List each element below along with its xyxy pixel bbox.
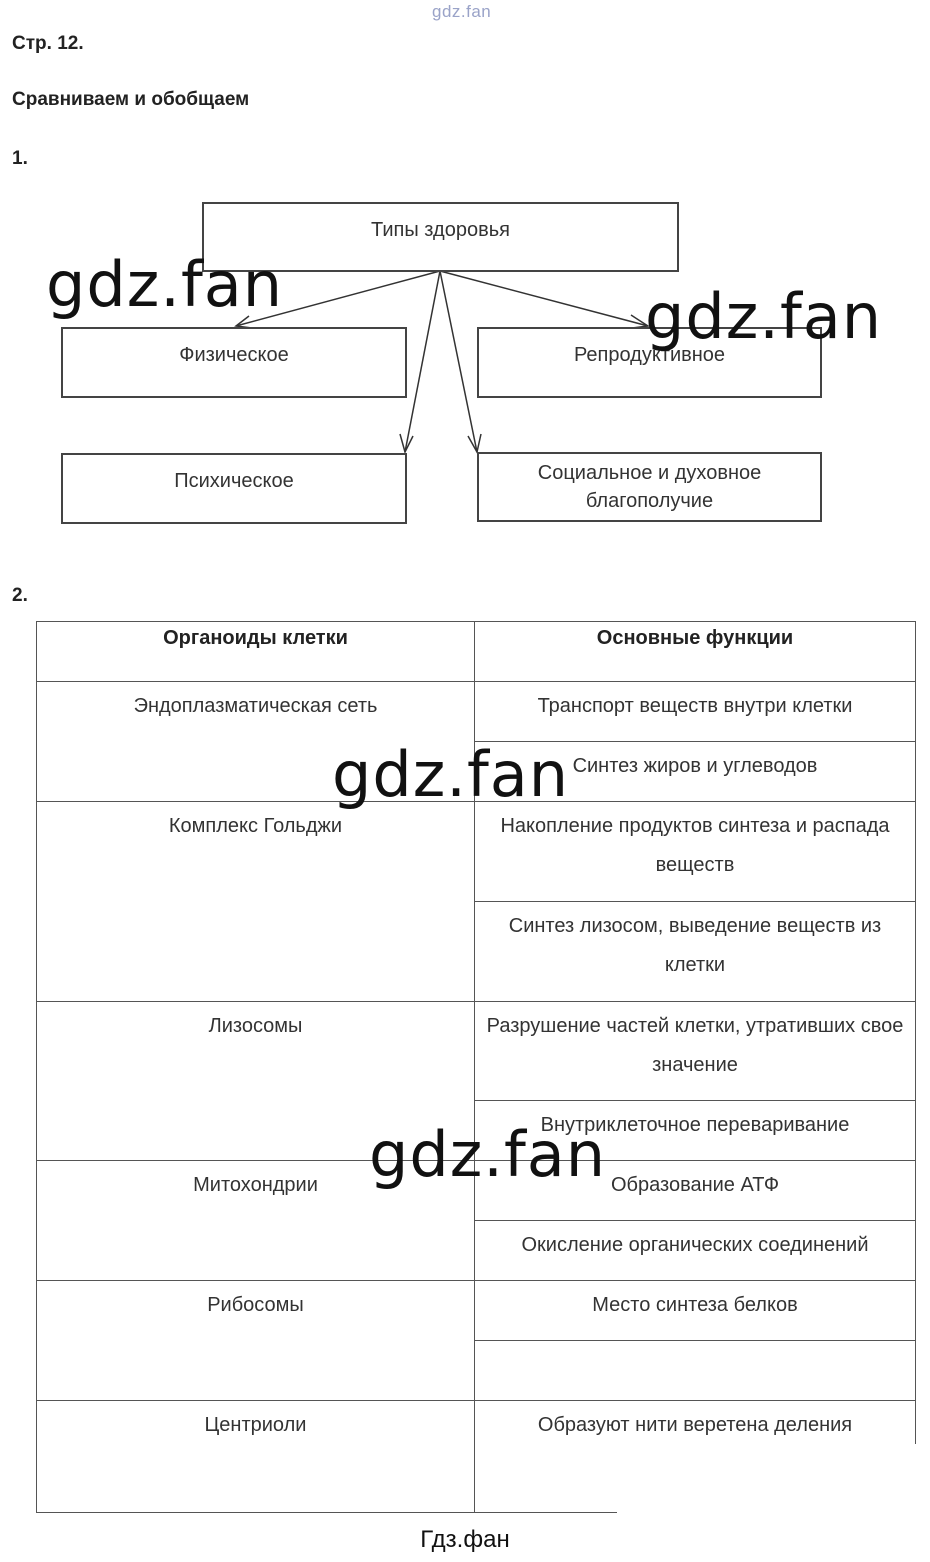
function-cell: Образуют нити веретена деления xyxy=(475,1401,916,1513)
table-header-row xyxy=(37,622,916,682)
table-row xyxy=(37,802,916,902)
function-cell: Разрушение частей клетки, утративших свое значение xyxy=(475,1002,916,1101)
diagram-box-mental: Психическое xyxy=(61,453,407,524)
page-edge-mask xyxy=(477,1444,617,1447)
section-title: Сравниваем и обобщаем xyxy=(12,89,250,110)
arrow-to-reproductive xyxy=(440,271,648,326)
function-cell: Накопление продуктов синтеза и распада веществ xyxy=(475,802,916,902)
organoid-cell: Эндоплазматическая сеть xyxy=(37,682,475,802)
table-row xyxy=(37,682,916,742)
page-label: Стр. 12. xyxy=(12,33,84,54)
table-row xyxy=(37,1002,916,1101)
watermark: gdz.fan xyxy=(332,738,570,811)
organoid-cell: Рибосомы xyxy=(37,1281,475,1401)
watermark: gdz.fan xyxy=(46,248,284,321)
diagram-root-box: Типы здоровья xyxy=(202,202,679,272)
function-cell: Синтез лизосом, выведение веществ из клетки xyxy=(475,902,916,1002)
diagram-box-social: Социальное и духовное благополучие xyxy=(477,452,822,522)
function-cell: Синтез жиров и углеводов xyxy=(475,742,916,802)
function-cell: Транспорт веществ внутри клетки xyxy=(475,682,916,742)
header-organoids: Органоиды клетки xyxy=(37,622,475,682)
arrow-to-mental xyxy=(405,271,440,452)
table-row xyxy=(37,1281,916,1341)
function-cell: Место синтеза белков xyxy=(475,1281,916,1341)
task1-number: 1. xyxy=(12,148,28,169)
organoid-cell: Лизосомы xyxy=(37,1002,475,1161)
header-functions: Основные функции xyxy=(475,622,916,682)
footer-watermark: Гдз.фан xyxy=(420,1526,510,1553)
arrow-to-social xyxy=(440,271,477,452)
diagram-box-physical: Физическое xyxy=(61,327,407,398)
organoid-cell: Комплекс Гольджи xyxy=(37,802,475,1002)
function-cell: Внутриклеточное переваривание xyxy=(475,1101,916,1161)
watermark: gdz.fan xyxy=(645,280,883,353)
function-cell xyxy=(475,1341,916,1401)
function-cell: Образование АТФ xyxy=(475,1161,916,1221)
function-cell: Окисление органических соединений xyxy=(475,1221,916,1281)
page-edge-mask xyxy=(617,1444,930,1524)
diagram-box-reproductive: Репродуктивное xyxy=(477,327,822,398)
organoid-cell: Митохондрии xyxy=(37,1161,475,1281)
watermark: gdz.fan xyxy=(369,1118,607,1191)
organoid-cell: Центриоли xyxy=(37,1401,475,1513)
watermark-top: gdz.fan xyxy=(432,2,492,21)
task2-number: 2. xyxy=(12,585,28,606)
